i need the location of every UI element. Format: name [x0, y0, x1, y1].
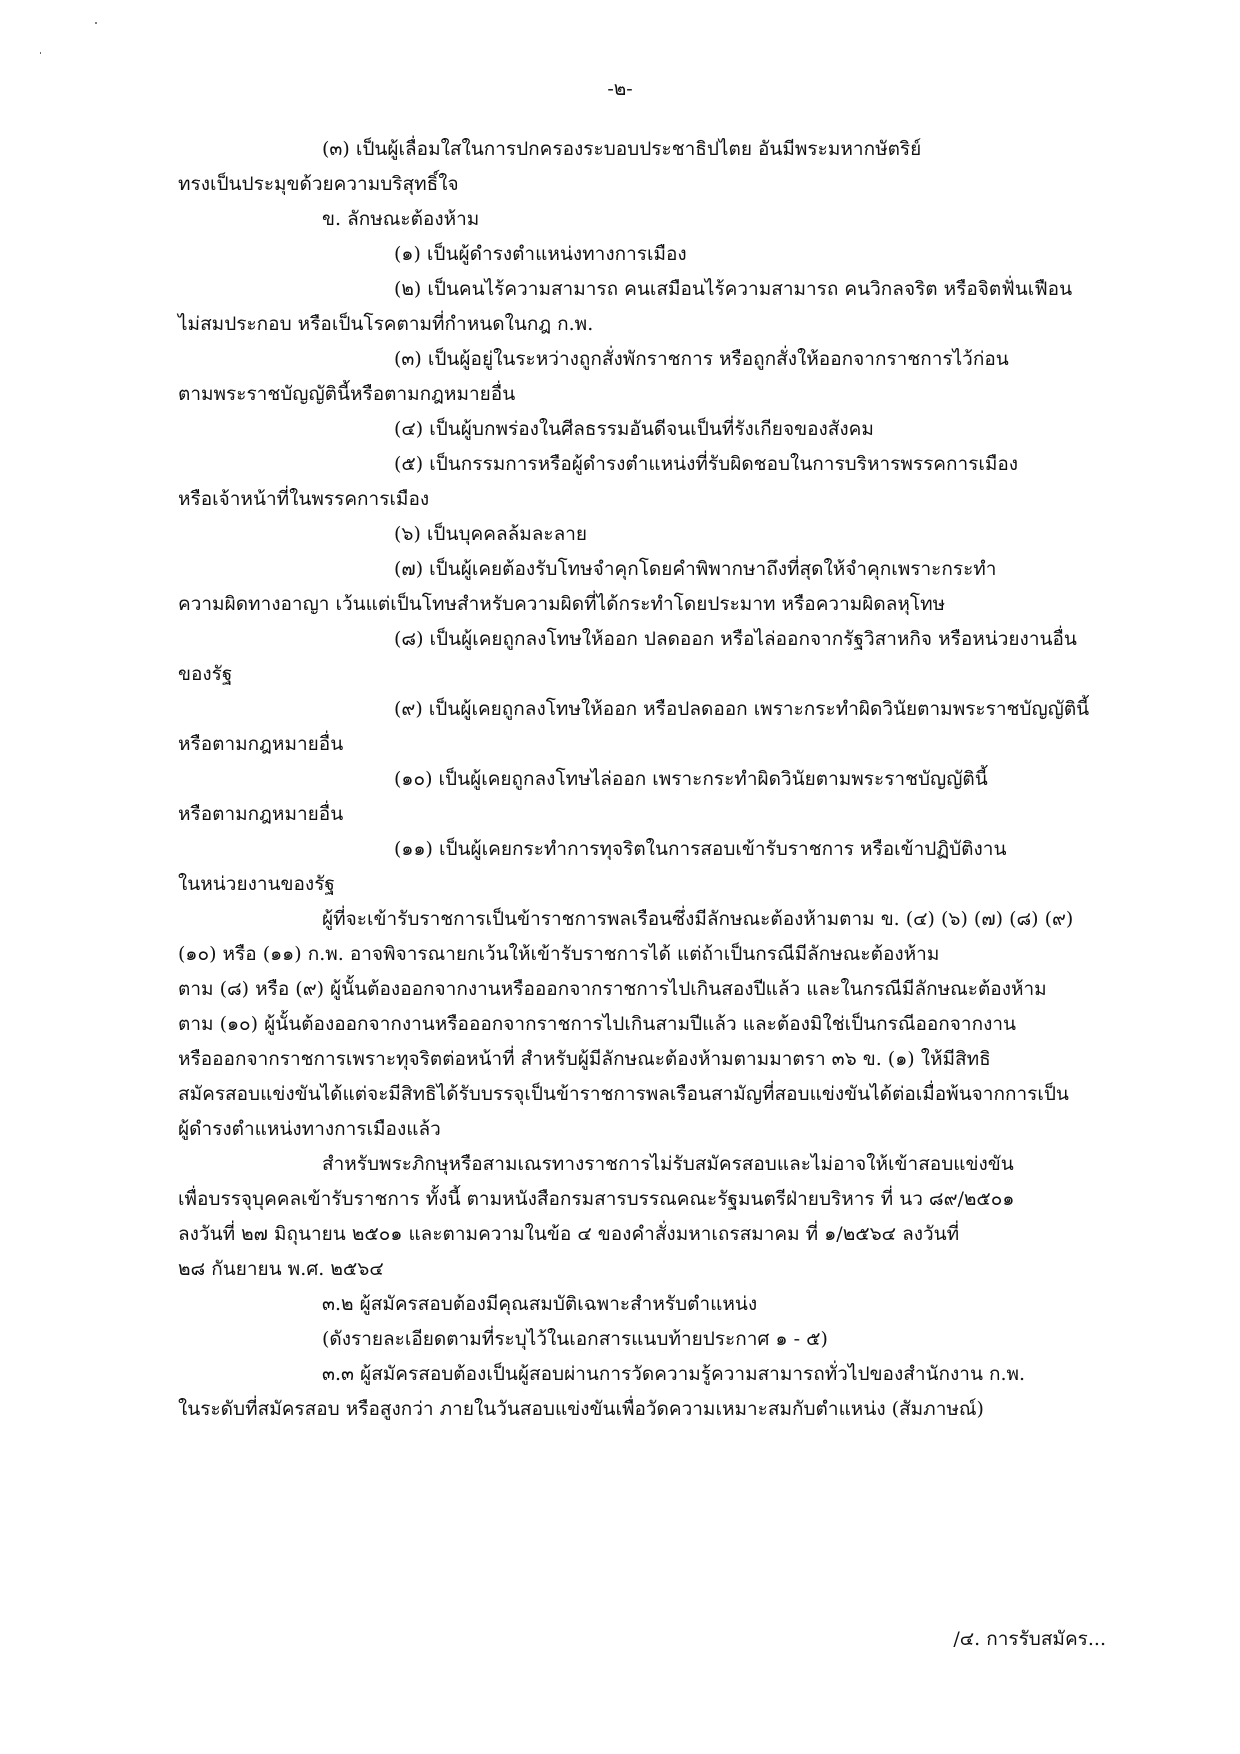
text-line: ของรัฐ	[178, 663, 233, 685]
section-heading: ๓.๒ ผู้สมัครสอบต้องมีคุณสมบัติเฉพาะสำหรับตำแหน่ง	[322, 1293, 758, 1315]
text-line: (๔) เป็นผู้บกพร่องในศีลธรรมอันดีจนเป็นที่รังเกียจของสังคม	[394, 418, 874, 440]
scan-speck	[40, 52, 41, 54]
text-line: ผู้ดำรงตำแหน่งทางการเมืองแล้ว	[178, 1118, 441, 1140]
text-line: (๓) เป็นผู้อยู่ในระหว่างถูกสั่งพักราชการ หรือถูกสั่งให้ออกจากราชการไว้ก่อน	[394, 348, 1009, 370]
text-line: สมัครสอบแข่งขันได้แต่จะมีสิทธิได้รับบรรจุเป็นข้าราชการพลเรือนสามัญที่สอบแข่งขันได้ต่อเมื่อพ้นจากการเป็น	[178, 1083, 1069, 1105]
text-line: ลงวันที่ ๒๗ มิถุนายน ๒๕๐๑ และตามความในข้อ ๔ ของคำสั่งมหาเถรสมาคม ที่ ๑/๒๕๖๔ ลงวันที่	[178, 1223, 960, 1245]
text-line: ตามพระราชบัญญัตินี้หรือตามกฎหมายอื่น	[178, 383, 516, 405]
text-line: (๙) เป็นผู้เคยถูกลงโทษให้ออก หรือปลดออก เพราะกระทำผิดวินัยตามพระราชบัญญัตินี้	[394, 698, 1090, 720]
text-line: (๗) เป็นผู้เคยต้องรับโทษจำคุกโดยคำพิพากษาถึงที่สุดให้จำคุกเพราะกระทำ	[394, 558, 997, 580]
text-line: หรือออกจากราชการเพราะทุจริตต่อหน้าที่ สำหรับผู้มีลักษณะต้องห้ามตามมาตรา ๓๖ ข. (๑) ให้มีสิทธิ	[178, 1048, 991, 1070]
text-line: (๑๐) เป็นผู้เคยถูกลงโทษไล่ออก เพราะกระทำผิดวินัยตามพระราชบัญญัตินี้	[394, 768, 988, 790]
text-line: ความผิดทางอาญา เว้นแต่เป็นโทษสำหรับความผิดที่ได้กระทำโดยประมาท หรือความผิดลหุโทษ	[178, 593, 946, 615]
text-line: (๘) เป็นผู้เคยถูกลงโทษให้ออก ปลดออก หรือไล่ออกจากรัฐวิสาหกิจ หรือหน่วยงานอื่น	[394, 628, 1077, 650]
text-line: (ดังรายละเอียดตามที่ระบุไว้ในเอกสารแนบท้ายประกาศ ๑ - ๕)	[322, 1328, 828, 1350]
text-line: ผู้ที่จะเข้ารับราชการเป็นข้าราชการพลเรือนซึ่งมีลักษณะต้องห้ามตาม ข. (๔) (๖) (๗) (๘) (๙)	[322, 908, 1074, 930]
scan-speck	[95, 22, 97, 24]
text-line: ทรงเป็นประมุขด้วยความบริสุทธิ์ใจ	[178, 173, 459, 195]
text-line: ตาม (๑๐) ผู้นั้นต้องออกจากงานหรือออกจากราชการไปเกินสามปีแล้ว และต้องมิใช่เป็นกรณีออกจากงาน	[178, 1013, 1017, 1035]
text-line: (๓) เป็นผู้เลื่อมใสในการปกครองระบอบประชาธิปไตย อันมีพระมหากษัตริย์	[322, 138, 922, 160]
section-heading: ๓.๓ ผู้สมัครสอบต้องเป็นผู้สอบผ่านการวัดความรู้ความสามารถทั่วไปของสำนักงาน ก.พ.	[322, 1363, 1026, 1385]
text-line: สำหรับพระภิกษุหรือสามเณรทางราชการไม่รับสมัครสอบและไม่อาจให้เข้าสอบแข่งขัน	[322, 1153, 1014, 1175]
text-line: (๑๐) หรือ (๑๑) ก.พ. อาจพิจารณายกเว้นให้เข้ารับราชการได้ แต่ถ้าเป็นกรณีมีลักษณะต้องห้าม	[178, 943, 940, 965]
text-line: (๖) เป็นบุคคลล้มละลาย	[394, 523, 588, 545]
section-heading: ข. ลักษณะต้องห้าม	[322, 208, 480, 230]
text-line: ๒๘ กันยายน พ.ศ. ๒๕๖๔	[178, 1258, 384, 1280]
page-number: -๒-	[607, 78, 633, 100]
text-line: หรือตามกฎหมายอื่น	[178, 733, 344, 755]
text-line: หรือเจ้าหน้าที่ในพรรคการเมือง	[178, 488, 430, 510]
text-line: ตาม (๘) หรือ (๙) ผู้นั้นต้องออกจากงานหรือออกจากราชการไปเกินสองปีแล้ว และในกรณีมีลักษณะต้องห้าม	[178, 978, 1047, 1000]
text-line: ไม่สมประกอบ หรือเป็นโรคตามที่กำหนดในกฎ ก.พ.	[178, 313, 594, 335]
text-line: (๕) เป็นกรรมการหรือผู้ดำรงตำแหน่งที่รับผิดชอบในการบริหารพรรคการเมือง	[394, 453, 1019, 475]
text-line: ในหน่วยงานของรัฐ	[178, 873, 335, 895]
text-line: (๑๑) เป็นผู้เคยกระทำการทุจริตในการสอบเข้ารับราชการ หรือเข้าปฏิบัติงาน	[394, 838, 1007, 860]
text-line: ในระดับที่สมัครสอบ หรือสูงกว่า ภายในวันสอบแข่งขันเพื่อวัดความเหมาะสมกับตำแหน่ง (สัมภาษณ์)	[178, 1398, 984, 1420]
text-line: เพื่อบรรจุบุคคลเข้ารับราชการ ทั้งนี้ ตามหนังสือกรมสารบรรณคณะรัฐมนตรีฝ่ายบริหาร ที่ นว ๘๙/๒๕๐๑	[178, 1188, 1015, 1210]
text-line: หรือตามกฎหมายอื่น	[178, 803, 344, 825]
text-line: (๑) เป็นผู้ดำรงตำแหน่งทางการเมือง	[394, 243, 687, 265]
continuation-note: /๔. การรับสมัคร...	[953, 1628, 1106, 1650]
text-line: (๒) เป็นคนไร้ความสามารถ คนเสมือนไร้ความสามารถ คนวิกลจริต หรือจิตฟั่นเฟือน	[394, 278, 1073, 300]
